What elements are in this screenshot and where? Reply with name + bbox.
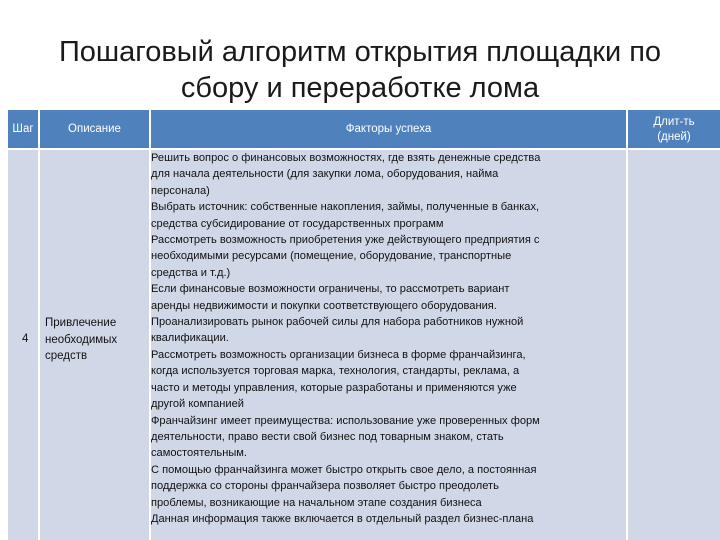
factor-line: средства субсидирование от государственных программ: [151, 217, 444, 230]
factor-line: Рассмотреть возможность организации бизнеса в форме франчайзинга,: [151, 348, 526, 361]
factor-line: Проанализировать рынок рабочей силы для набора работников нужной: [151, 316, 524, 329]
factor-line: Франчайзинг имеет преимущества: использование уже проверенных форм: [151, 414, 540, 427]
cell-duration: [628, 150, 720, 540]
cell-step: [8, 150, 38, 540]
factor-line: другой компанией: [151, 398, 244, 411]
header-step: Шаг: [8, 110, 38, 148]
factor-line: самостоятельным.: [151, 447, 248, 460]
factor-line: необходимыми ресурсами (помещение, оборудование, транспортные: [151, 250, 512, 263]
factor-line: Данная информация также включается в отдельный раздел бизнес-плана: [151, 512, 534, 525]
factor-line: Если финансовые возможности ограничены, то рассмотреть вариант: [151, 283, 510, 296]
factor-line: часто и методы управления, которые разработаны и применяются уже: [151, 381, 517, 394]
factor-line: проблемы, возникающие на начальном этапе создания бизнеса: [151, 496, 482, 509]
slide-title: [0, 34, 720, 106]
factor-line: деятельности, право вести свой бизнес под товарным знаком, стать: [151, 430, 504, 443]
step-description: [45, 315, 145, 365]
header-duration: [628, 110, 720, 148]
factor-line: Решить вопрос о финансовых возможностях, где взять денежные средства: [151, 152, 541, 164]
factor-line: Выбрать источник: собственные накопления, займы, полученные в банках,: [151, 201, 540, 214]
factor-line: аренды недвижимости и покупки соответствующего оборудования.: [151, 299, 497, 312]
title-line-2: сбору и переработке лома: [180, 72, 540, 104]
success-factors-text: [151, 150, 621, 527]
factor-line: поддержка со стороны франчайзера позволяет быстро преодолеть: [151, 480, 499, 493]
description-line-1: Привлечение: [45, 317, 117, 329]
header-duration-line-1: Длит-ть: [653, 116, 695, 128]
factor-line: квалификации.: [151, 332, 229, 345]
factor-line: персонала): [151, 184, 210, 197]
header-factors: Факторы успеха: [151, 110, 626, 148]
factor-line: Рассмотреть возможность приобретения уже действующего предприятия с: [151, 234, 540, 247]
title-line-1: Пошаговый алгоритм открытия площадки по: [58, 36, 662, 68]
header-description: Описание: [40, 110, 149, 148]
step-number: 4: [22, 333, 29, 345]
factor-line: С помощью франчайзинга может быстро открыть свое дело, а постоянная: [151, 463, 537, 476]
header-duration-line-2: (дней): [657, 131, 691, 143]
algorithm-table: [8, 110, 720, 540]
description-line-2: необходимых: [45, 333, 118, 346]
description-line-3: средств: [45, 350, 88, 362]
factor-line: когда используется торговая марка, технология, стандарты, реклама, а: [151, 365, 520, 378]
factor-line: для начала деятельности (для закупки лома, оборудования, найма: [151, 168, 499, 181]
factor-line: средства и т.д.): [151, 266, 231, 279]
